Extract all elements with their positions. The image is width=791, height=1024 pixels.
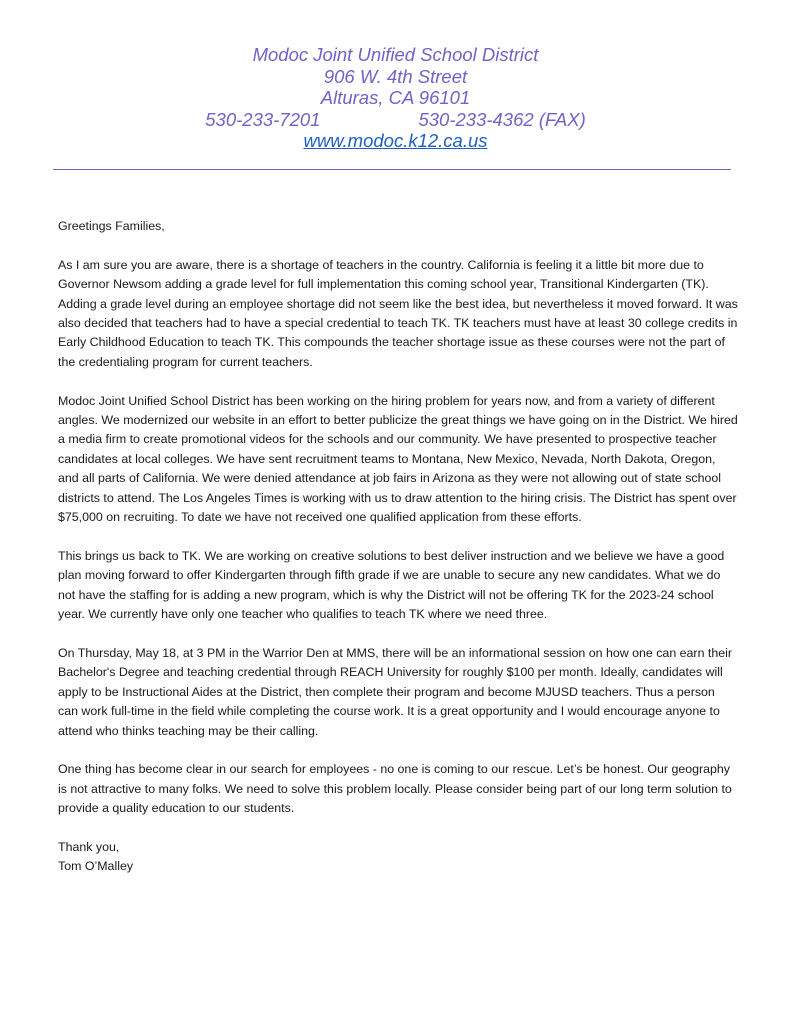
city-state-zip: Alturas, CA 96101 [320, 87, 471, 108]
signature: Tom O’Malley [58, 859, 134, 874]
paragraph-local-solution: One thing has become clear in our search for employees - no one is coming to our rescue. Let’s be honest. Our geography is not attractive to many folks. We need to solve this problem locally. Please consider being part of our long term solution to provide a quality education to our students. [58, 762, 732, 816]
website-link[interactable]: www.modoc.k12.ca.us [303, 130, 488, 151]
paragraph-hiring-efforts: Modoc Joint Unified School District has been working on the hiring problem for years now, and from a variety of different angles. We modernized our website in an effort to better publicize the great things we have going on in the District. We hired a media firm to create promotional videos for the schools and our community. We have presented to prospective teacher candidates at local colleges. We have sent recruitment teams to Montana, New Mexico, Nevada, North Dakota, Oregon, and all parts of California. We were denied attendance at job fairs in Arizona as they were not allowing out of state school districts to attend. The Los Angeles Times is working with us to draw attention to the hiring crisis. The District has spent over $75,000 on recruiting. To date we have not received one qualified application from these efforts. [58, 393, 738, 525]
greeting: Greetings Families, [58, 219, 165, 233]
phone-number: 530-233-7201 [205, 108, 321, 130]
paragraph-info-session: On Thursday, May 18, at 3 PM in the Warrior Den at MMS, there will be an informational session on how one can earn their Bachelor's Degree and teaching credential through REACH University for roughly $100 per month. Ideally, candidates will apply to be Instructional Aides at the District, then complete their program and become MJUSD teachers. Thus a person can work full-time in the field while completing the course work. It is a great opportunity and I would encourage anyone to attend who thinks teaching may be their calling. [58, 645, 732, 738]
street-address: 906 W. 4th Street [323, 65, 468, 87]
paragraph-tk-decision: This brings us back to TK. We are working on creative solutions to best deliver instruction and we believe we have a good plan moving forward to offer Kindergarten through fifth grade if we are unable to secure any new candidates. What we do not have the staffing for is adding a new program, which is why the District will not be offering TK for the 2023-24 school year. We currently have only one teacher who qualifies to teach TK where we need three. [58, 548, 725, 622]
letter-body [58, 217, 738, 877]
letterhead [0, 44, 791, 152]
closing: Thank you, [58, 839, 120, 854]
fax-number: 530-233-4362 (FAX) [418, 108, 586, 130]
paragraph-teacher-shortage: As I am sure you are aware, there is a shortage of teachers in the country. California is feeling it a little bit more due to Governor Newsom adding a grade level for full implementation this coming school year, Transitional Kindergarten (TK). Adding a grade level during an employee shortage did not seem like the best idea, but nevertheless it moved forward. It was also decided that teachers had to have a special credential to teach TK. TK teachers must have at least 30 college credits in Early Childhood Education to teach TK. This compounds the teacher shortage issue as these courses were not the part of the credentialing program for current teachers. [58, 257, 738, 369]
letterhead-divider [53, 169, 731, 170]
district-name: Modoc Joint Unified School District [252, 44, 539, 65]
contact-numbers [0, 109, 791, 131]
